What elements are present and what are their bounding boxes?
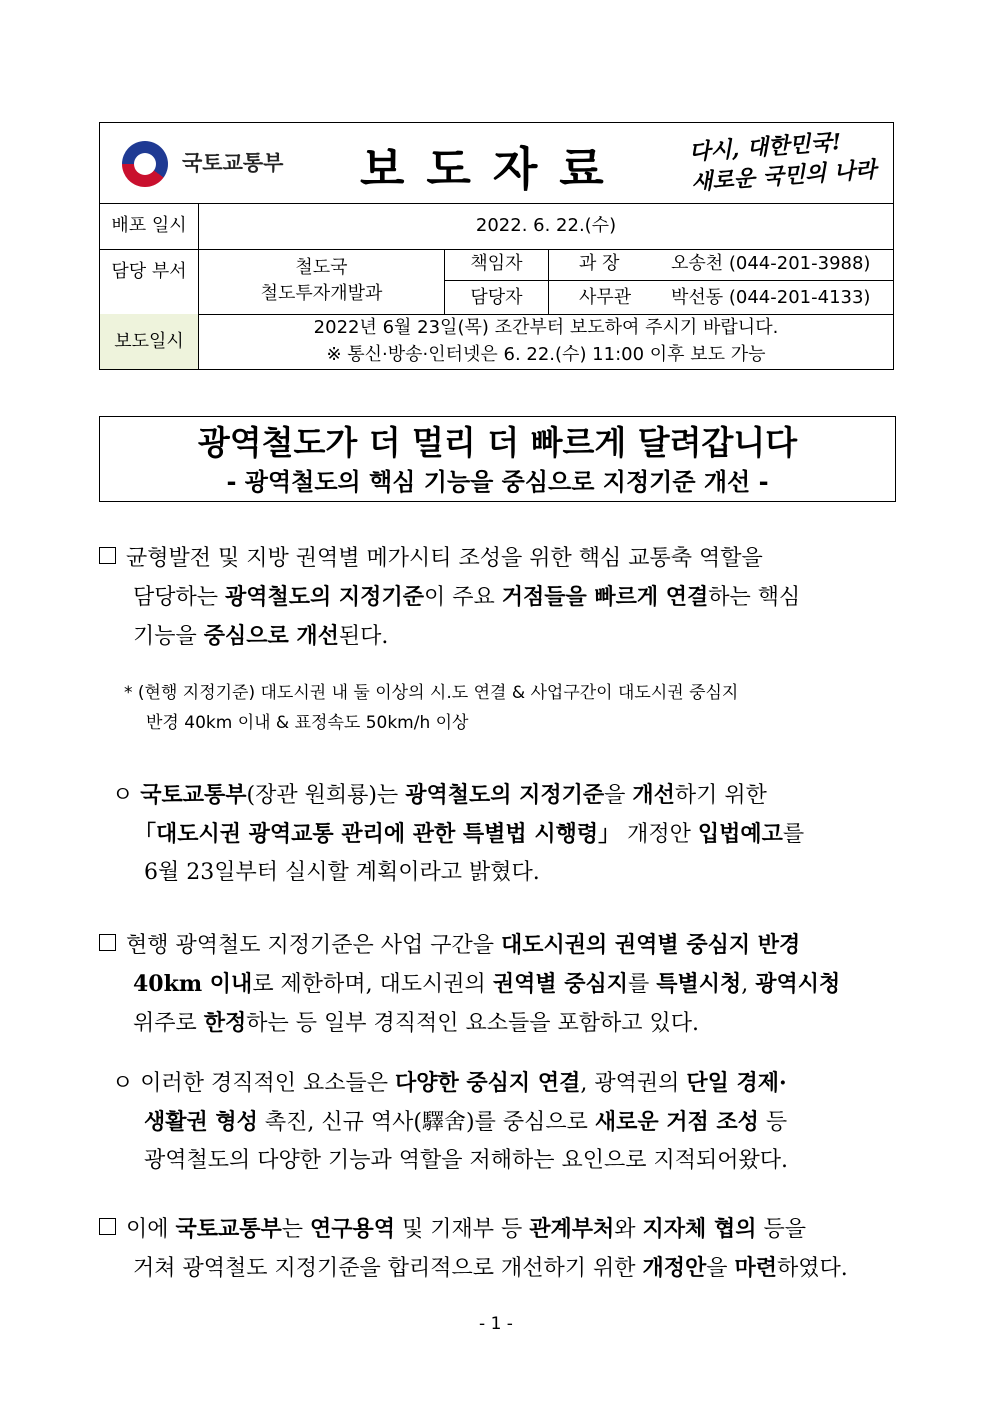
paragraph-5 (99, 1210, 899, 1288)
emphasis: 광역시청 (755, 971, 841, 997)
text: (장관 원희룡)는 (246, 783, 406, 808)
staff-label: 담당자 (445, 281, 549, 314)
text: 를 (627, 972, 657, 997)
resp-person: 오송천 (044-201-3988) (671, 253, 871, 274)
resp-info (549, 249, 893, 281)
text: 기능을 (133, 624, 204, 649)
text: 하기 위한 (674, 783, 767, 808)
emphasis: 특별시청 (656, 971, 742, 997)
paragraph-1 (99, 540, 899, 656)
text: 6월 23일부터 실시할 계획이라고 밝혔다. (144, 860, 540, 885)
staff-person: 박선동 (044-201-4133) (671, 287, 871, 308)
headline: 광역철도가 더 멀리 더 빠르게 달려갑니다 (197, 423, 798, 462)
dept-label: 담당 부서 (100, 249, 199, 314)
dist-label: 배포 일시 (100, 203, 199, 249)
paragraph-4 (112, 1064, 902, 1180)
slogan-line2: 새로운 국민의 나라 (690, 156, 878, 196)
emphasis: 중심으로 개선 (203, 623, 339, 649)
page-number: - 1 - (479, 1314, 513, 1334)
emphasis: 국토교통부 (175, 1216, 282, 1242)
text: 하는 등 일부 경직적인 요소들을 포함하고 있다. (246, 1011, 700, 1036)
subheadline: - 광역철도의 핵심 기능을 중심으로 지정기준 개선 - (226, 468, 769, 496)
emphasis: 입법예고 (697, 821, 783, 847)
emphasis: 국토교통부 (140, 782, 247, 808)
text: ㅇ (112, 783, 141, 808)
emphasis: 거점들을 빠르게 연결 (501, 584, 709, 610)
staff-info (549, 281, 893, 314)
resp-label: 책임자 (445, 249, 549, 281)
paragraph-3 (99, 926, 899, 1043)
text: 이 주요 (423, 585, 502, 610)
dept-name (199, 249, 445, 314)
text: 하는 핵심 (708, 585, 801, 610)
checkbox-bullet-icon (99, 934, 116, 951)
text: 는 (281, 1217, 311, 1242)
dept-line1: 철도국 (295, 257, 348, 278)
text: 하였다. (777, 1256, 848, 1281)
resp-title: 과 장 (579, 253, 620, 274)
embargo-line2: ※ 통신·방송·인터넷은 6. 22.(수) 11:00 이후 보도 가능 (326, 344, 766, 365)
embargo-text (199, 314, 893, 369)
text: 거쳐 광역철도 지정기준을 합리적으로 개선하기 위한 (133, 1256, 643, 1281)
checkbox-bullet-icon (99, 547, 116, 564)
text: 등 (758, 1110, 788, 1135)
emphasis: 「대도시권 광역교통 관리에 관한 특별법 시행령」 (134, 821, 621, 847)
header-banner (100, 123, 893, 204)
text: 등을 (756, 1217, 806, 1242)
slogan-line1: 다시, 대한민국! (688, 129, 843, 166)
text: 위주로 (133, 1011, 204, 1036)
headline-box (99, 416, 896, 502)
ministry-name: 국토교통부 (182, 151, 284, 175)
emphasis: 대도시권의 권역별 중심지 반경 (501, 932, 801, 958)
ministry-logo-icon (122, 141, 168, 187)
press-release-header (99, 122, 894, 370)
dist-value: 2022. 6. 22.(수) (475, 215, 617, 236)
emphasis: 광역철도의 지정기준 (405, 782, 605, 808)
text: 이에 (126, 1217, 176, 1242)
emphasis: 관계부처 (529, 1216, 615, 1242)
text: 을 (604, 783, 633, 808)
footnote-line2: 반경 40km 이내 & 표정속도 50km/h 이상 (146, 713, 469, 733)
text: 담당하는 (133, 585, 226, 610)
emphasis: 광역철도의 지정기준 (225, 584, 424, 610)
text: , (741, 972, 756, 997)
text: 촉진, 신규 역사(驛舍)를 중심으로 (257, 1110, 595, 1135)
text: 된다. (338, 624, 389, 649)
emphasis: 한정 (203, 1010, 247, 1036)
text: 현행 광역철도 지정기준은 사업 구간을 (126, 933, 501, 958)
text: 균형발전 및 지방 권역별 메가시티 조성을 위한 핵심 교통축 역할을 (126, 546, 763, 571)
emphasis: 권역별 중심지 (492, 971, 628, 997)
emphasis: 개선 (632, 782, 675, 808)
emphasis: 지자체 협의 (642, 1216, 757, 1242)
text: 로 제한하며, 대도시권의 (252, 972, 493, 997)
emphasis: 개정안 (642, 1255, 707, 1281)
footnote-line1: * (현행 지정기준) 대도시권 내 둘 이상의 시.도 연결 & 사업구간이 대도시권 중심지 (124, 683, 739, 703)
text: 광역철도의 다양한 기능과 역할을 저해하는 요인으로 지적되어왔다. (144, 1148, 789, 1173)
checkbox-bullet-icon (99, 1218, 116, 1235)
emphasis: 새로운 거점 조성 (594, 1109, 759, 1135)
slogan (688, 124, 882, 197)
doc-type-title: 보도자료 (360, 142, 626, 196)
emphasis: 생활권 형성 (144, 1109, 258, 1135)
emphasis: 단일 경제· (686, 1070, 787, 1096)
dept-line2: 철도투자개발과 (260, 283, 383, 304)
text: ㅇ 이러한 경직적인 요소들은 (112, 1071, 395, 1096)
emphasis: 40km 이내 (133, 971, 253, 997)
footnote (124, 678, 904, 738)
text: 및 기재부 등 (395, 1217, 530, 1242)
emphasis: 마련 (734, 1255, 778, 1281)
emphasis: 연구용역 (310, 1216, 396, 1242)
emphasis: 다양한 중심지 연결 (395, 1070, 581, 1096)
text: 를 (782, 822, 805, 847)
text: 개정안 (620, 822, 698, 847)
staff-title: 사무관 (579, 287, 632, 308)
embargo-line1: 2022년 6월 23일(목) 조간부터 보도하여 주시기 바랍니다. (313, 317, 779, 338)
paragraph-2 (112, 776, 902, 892)
embargo-label: 보도일시 (100, 314, 199, 369)
text: 와 (614, 1217, 643, 1242)
text: 을 (706, 1256, 735, 1281)
text: , 광역권의 (580, 1071, 687, 1096)
